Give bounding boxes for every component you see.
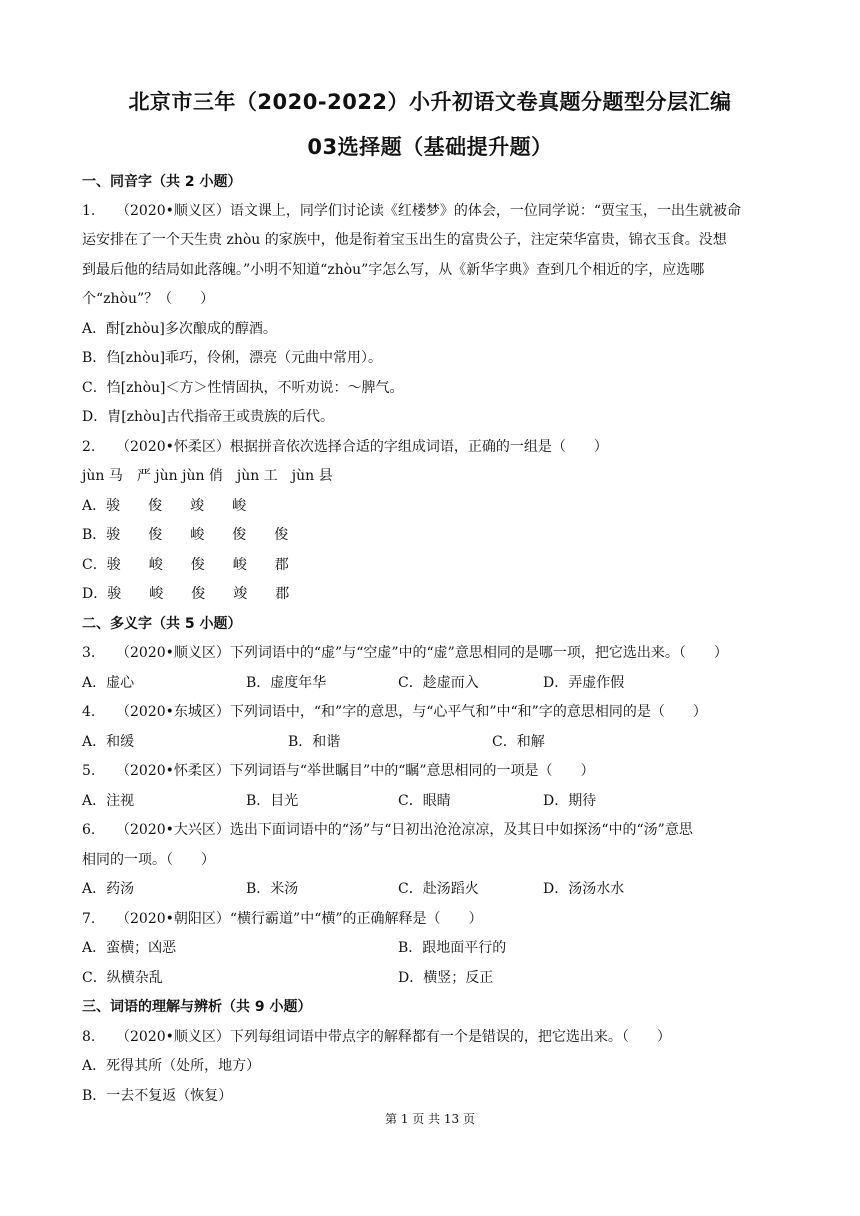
question-5 xyxy=(82,761,778,781)
option-b: B．㑇[zhòu]乖巧，伶俐，漂亮（元曲中常用）。 xyxy=(82,350,383,366)
document-title: 北京市三年（2020-2022）小升初语文卷真题分题型分层汇编 xyxy=(128,90,732,114)
question-number: 8. xyxy=(82,1029,96,1045)
option-b: B．米汤 xyxy=(246,881,299,897)
option-c: C．眼睛 xyxy=(398,793,451,809)
section-heading: 一、同音字（共 2 小题） xyxy=(82,174,242,190)
document-subtitle: 03选择题（基础提升题） xyxy=(307,135,553,159)
option-d: D．弄虚作假 xyxy=(543,675,625,691)
section-heading: 三、词语的理解与辨析（共 9 小题） xyxy=(82,999,312,1015)
question-text: 相同的一项。（ ） xyxy=(82,852,215,868)
question-text: 个“zhòu”？（ ） xyxy=(82,291,215,307)
option-d: D．骏 峻 俊 竣 郡 xyxy=(82,586,290,602)
option-d: D．期待 xyxy=(543,793,597,809)
question-number: 7. xyxy=(82,911,96,927)
option-b: B．跟地面平行的 xyxy=(398,940,507,956)
question-3 xyxy=(82,643,778,663)
option-d: D．汤汤水水 xyxy=(543,881,625,897)
option-a: A．死得其所（处所，地方） xyxy=(82,1058,261,1074)
option-a: A．虚心 xyxy=(82,675,135,691)
option-d: D．横竖；反正 xyxy=(398,970,494,986)
question-7 xyxy=(82,909,778,929)
option-b: B．一去不复返（恢复） xyxy=(82,1088,233,1104)
option-a: A．蛮横；凶恶 xyxy=(82,940,177,956)
question-text: （2020•朝阳区）“横行霸道”中“横”的正确解释是（ ） xyxy=(116,911,483,927)
question-number: 6. xyxy=(82,822,96,838)
question-1 xyxy=(82,201,778,221)
question-number: 4. xyxy=(82,704,96,720)
option-a: A．酎[zhòu]多次酿成的醇酒。 xyxy=(82,321,277,337)
question-number: 3. xyxy=(82,645,96,661)
question-text: （2020•大兴区）选出下面词语中的“汤”与“日初出沧沧凉凉，及其日中如探汤“中的“汤”意思 xyxy=(116,822,693,838)
question-text: （2020•东城区）下列词语中，“和”字的意思，与“心平气和”中“和”字的意思相同的是（ ） xyxy=(116,704,707,720)
question-number: 2. xyxy=(82,439,96,455)
question-text: （2020•顺义区）下列每组词语中带点字的解释都有一个是错误的，把它选出来。（ ） xyxy=(116,1029,671,1045)
option-a: A．药汤 xyxy=(82,881,135,897)
question-text: 运安排在了一个天生贵 zhòu 的家族中，他是衔着宝玉出生的富贵公子，注定荣华富贵，锦衣玉食。没想 xyxy=(82,232,727,248)
option-b: B．和谐 xyxy=(288,734,341,750)
question-8 xyxy=(82,1027,778,1047)
question-6 xyxy=(82,820,778,840)
section-heading: 二、多义字（共 5 小题） xyxy=(82,616,242,632)
option-b: B．目光 xyxy=(246,793,299,809)
question-number: 5. xyxy=(82,763,96,779)
question-text: （2020•怀柔区）根据拼音依次选择合适的字组成词语，正确的一组是（ ） xyxy=(116,439,608,455)
option-c: C．㤘[zhòu]＜方＞性情固执，不听劝说：～脾气。 xyxy=(82,380,404,396)
pinyin-line: jùn 马 严 jùn jùn 俏 jùn 工 jùn 县 xyxy=(82,468,333,484)
question-text: （2020•顺义区）语文课上，同学们讨论读《红楼梦》的体会，一位同学说：“贾宝玉，一出生就被命 xyxy=(116,203,742,219)
option-d: D．胄[zhòu]古代指帝王或贵族的后代。 xyxy=(82,409,334,425)
page-footer: 第 1 页 共 13 页 xyxy=(385,1112,475,1126)
option-a: A．骏 俊 竣 峻 xyxy=(82,498,247,514)
option-c: C．纵横杂乱 xyxy=(82,970,163,986)
option-a: A．注视 xyxy=(82,793,135,809)
question-text: （2020•顺义区）下列词语中的“虚”与“空虚”中的“虚”意思相同的是哪一项，把它选出来。（ ） xyxy=(116,645,728,661)
question-text: （2020•怀柔区）下列词语与“举世瞩目”中的“瞩”意思相同的一项是（ ） xyxy=(116,763,595,779)
option-b: B．骏 俊 峻 俊 俊 xyxy=(82,527,289,543)
option-c: C．和解 xyxy=(492,734,545,750)
option-c: C．趁虚而入 xyxy=(398,675,479,691)
question-4 xyxy=(82,702,778,722)
question-number: 1. xyxy=(82,203,96,219)
option-b: B．虚度年华 xyxy=(246,675,327,691)
option-c: C．赴汤蹈火 xyxy=(398,881,479,897)
option-a: A．和缓 xyxy=(82,734,135,750)
question-2 xyxy=(82,437,778,457)
question-text: 到最后他的结局如此落魄。”小明不知道“zhòu”字怎么写，从《新华字典》查到几个相近的字，应选哪 xyxy=(82,262,705,278)
option-c: C．骏 峻 俊 峻 郡 xyxy=(82,557,289,573)
